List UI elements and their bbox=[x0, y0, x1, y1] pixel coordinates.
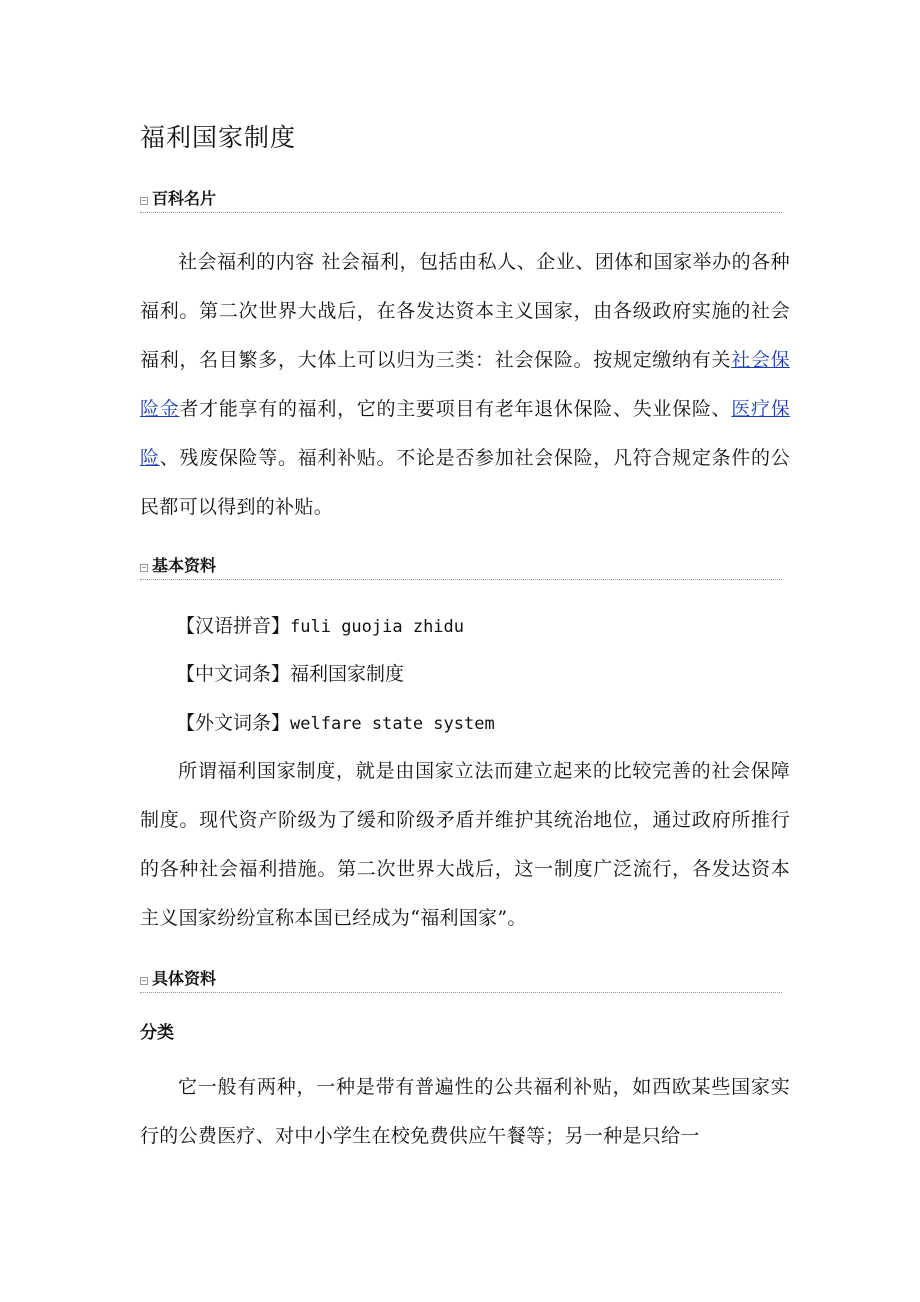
page-title: 福利国家制度 bbox=[140, 123, 297, 152]
field-value: fuli guojia zhidu bbox=[290, 617, 465, 637]
intro-text-3: 、残废保险等。福利补贴。不论是否参加社会保险，凡符合规定条件的公民都可以得到的补贴。 bbox=[140, 447, 790, 518]
expand-icon[interactable] bbox=[140, 197, 148, 205]
section-heading-label: 百科名片 bbox=[152, 189, 217, 208]
expand-icon[interactable] bbox=[140, 977, 148, 985]
intro-paragraph bbox=[140, 238, 790, 532]
section-heading-detail[interactable] bbox=[140, 968, 782, 993]
field-label: 【汉语拼音】 bbox=[176, 615, 291, 637]
field-chinese-term bbox=[176, 662, 404, 686]
section-heading-label: 基本资料 bbox=[152, 556, 217, 575]
field-label: 【中文词条】 bbox=[176, 663, 291, 685]
section-heading-basic[interactable] bbox=[140, 555, 782, 580]
field-foreign-term bbox=[176, 711, 495, 736]
link-medical-insurance[interactable]: 医疗保险 bbox=[140, 398, 790, 469]
field-value: welfare state system bbox=[290, 714, 495, 734]
definition-paragraph: 所谓福利国家制度，就是由国家立法而建立起来的比较完善的社会保障制度。现代资产阶级为了缓和阶级矛盾并维护其统治地位，通过政府所推行的各种社会福利措施。第二次世界大战后，这一制度广泛流行，各发达资本主义国家纷纷宣称本国已经成为“福利国家”。 bbox=[140, 760, 790, 929]
field-label: 【外文词条】 bbox=[176, 712, 291, 734]
classification-paragraph: 它一般有两种，一种是带有普遍性的公共福利补贴，如西欧某些国家实行的公费医疗、对中小学生在校免费供应午餐等；另一种是只给一 bbox=[140, 1076, 790, 1147]
subheading-classification: 分类 bbox=[140, 1023, 174, 1043]
section-heading-label: 具体资料 bbox=[152, 969, 217, 988]
link-social-insurance-fund[interactable]: 社会保险金 bbox=[140, 349, 790, 420]
field-value: 福利国家制度 bbox=[290, 663, 405, 685]
expand-icon[interactable] bbox=[140, 564, 148, 572]
section-heading-card[interactable] bbox=[140, 188, 782, 213]
intro-text-1: 社会福利的内容 社会福利，包括由私人、企业、团体和国家举办的各种福利。第二次世界大战后，在各发达资本主义国家，由各级政府实施的社会福利，名目繁多，大体上可以归为三类：社会保险。按规定缴纳有关 bbox=[140, 251, 790, 371]
field-pinyin bbox=[176, 614, 464, 639]
intro-text-2: 者才能享有的福利，它的主要项目有老年退休保险、失业保险、 bbox=[179, 398, 732, 420]
